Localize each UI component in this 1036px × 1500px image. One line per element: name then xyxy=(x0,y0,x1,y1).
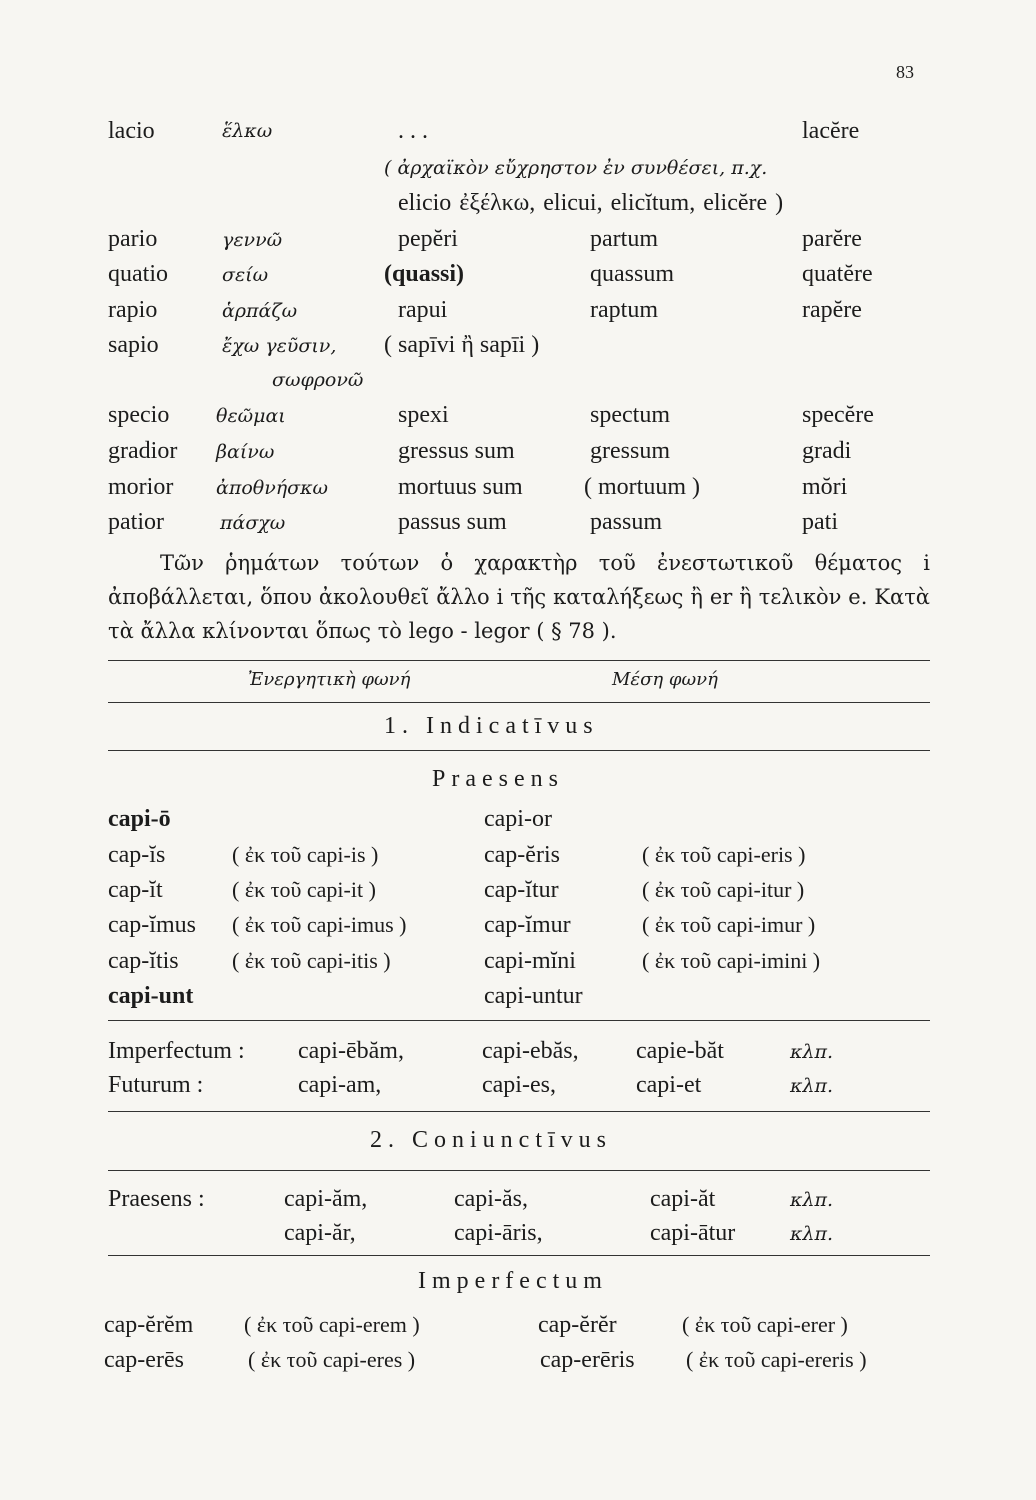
page-number: 83 xyxy=(896,62,914,82)
indicativus-heading: 1. Indicatīvus xyxy=(384,713,599,739)
row-label: Imperfectum : xyxy=(108,1038,245,1064)
verb-latin: lacio xyxy=(108,118,155,144)
divider xyxy=(108,1170,930,1171)
verb-latin: morior xyxy=(108,474,174,500)
etc-abbrev: κλπ. xyxy=(790,1189,834,1211)
divider xyxy=(108,750,930,751)
verb-latin: sapio xyxy=(108,332,159,358)
middle-note: ( ἐκ τοῦ capi-erer ) xyxy=(682,1312,848,1337)
middle-form: cap-ĕrĕr xyxy=(538,1312,617,1338)
verb-perfect: (quassi) xyxy=(384,261,465,287)
divider xyxy=(108,702,930,703)
middle-note: ( ἐκ τοῦ capi-imur ) xyxy=(642,912,816,937)
form: capi-es, xyxy=(482,1072,556,1098)
active-form: cap-ĕrĕm xyxy=(104,1312,194,1338)
active-form: cap-ĭtis xyxy=(108,948,179,974)
form: capi-ăm, xyxy=(284,1186,368,1212)
verb-latin: rapio xyxy=(108,297,158,323)
verb-greek: πάσχω xyxy=(220,512,286,534)
divider xyxy=(108,1255,930,1256)
verb-infinitive: mŏri xyxy=(802,474,848,500)
divider xyxy=(108,1111,930,1112)
explanatory-paragraph: Τῶν ῥημάτων τούτων ὁ χαρακτὴρ τοῦ ἐνεστωτικοῦ θέματος i ἀποβάλλεται, ὅπου ἀκολουθεῖ ἄλλο i τῆς καταλήξεως ἢ er ἢ τελικὸν e. Κατὰ τὰ ἄλλα κλίνονται ὅπως τὸ lego - legor ( § 78 ). xyxy=(108,551,930,643)
form: capi-ăt xyxy=(650,1186,716,1212)
verb-supine: gressum xyxy=(590,438,670,464)
verb-supine: spectum xyxy=(590,402,670,428)
active-form: cap-ĭt xyxy=(108,877,163,903)
middle-note: ( ἐκ τοῦ capi-itur ) xyxy=(642,877,805,902)
verb-latin: patior xyxy=(108,509,164,535)
verb-greek: βαίνω xyxy=(216,441,275,463)
active-note: ( ἐκ τοῦ capi-is ) xyxy=(232,842,379,867)
middle-form: cap-ĭmur xyxy=(484,912,571,938)
verb-infinitive: specĕre xyxy=(802,402,874,428)
verb-greek: σείω xyxy=(222,264,269,286)
verb-perfect: spexi xyxy=(398,402,449,428)
middle-note: ( ἐκ τοῦ capi-imini ) xyxy=(642,948,821,973)
sapio-greek-continuation: σωφρονῶ xyxy=(272,369,364,391)
lacio-note-line1: ( ἀρχαϊκὸν εὔχρηστον ἐν συνθέσει, π.χ. xyxy=(384,157,768,179)
form: capi-et xyxy=(636,1072,702,1098)
voice-middle-header: Μέση φωνή xyxy=(612,669,718,690)
active-note: ( ἐκ τοῦ capi-imus ) xyxy=(232,912,407,937)
active-note: ( ἐκ τοῦ capi-erem ) xyxy=(244,1312,420,1337)
verb-infinitive: rapĕre xyxy=(802,297,862,323)
verb-supine: passum xyxy=(590,509,662,535)
form: capi-ēbăm, xyxy=(298,1038,404,1064)
verb-latin: gradior xyxy=(108,438,178,464)
etc-abbrev: κλπ. xyxy=(790,1223,834,1245)
imperfectum-heading: Imperfectum xyxy=(418,1268,608,1294)
verb-infinitive: lacĕre xyxy=(802,118,860,144)
lacio-note-line2: elicio ἐξέλκω, elicui, elicĭtum, elicĕre ) xyxy=(398,190,784,216)
middle-form: capi-untur xyxy=(484,983,583,1009)
middle-form: cap-ĕris xyxy=(484,842,560,868)
middle-note: ( ἐκ τοῦ capi-eris ) xyxy=(642,842,806,867)
active-note: ( ἐκ τοῦ capi-it ) xyxy=(232,877,376,902)
form: capi-ăs, xyxy=(454,1186,528,1212)
verb-infinitive: pati xyxy=(802,509,838,535)
verb-perfect: . . . xyxy=(398,118,428,144)
verb-perfect: rapui xyxy=(398,297,448,323)
active-note: ( ἐκ τοῦ capi-eres ) xyxy=(248,1347,416,1372)
verb-infinitive: parĕre xyxy=(802,226,862,252)
form: capi-ātur xyxy=(650,1220,736,1246)
verb-latin: quatio xyxy=(108,261,168,287)
active-note: ( ἐκ τοῦ capi-itis ) xyxy=(232,948,391,973)
verb-greek: ἕλκω xyxy=(222,120,273,142)
divider xyxy=(108,660,930,661)
verb-greek: ἔχω γεῦσιν, xyxy=(222,335,337,357)
verb-infinitive: quatĕre xyxy=(802,261,873,287)
form: capi-am, xyxy=(298,1072,382,1098)
verb-greek: θεῶμαι xyxy=(216,405,286,427)
form: capi-āris, xyxy=(454,1220,543,1246)
active-form: cap-ĭmus xyxy=(108,912,196,938)
praesens-heading: Praesens xyxy=(432,766,564,792)
coniunctivus-heading: 2. Coniunctīvus xyxy=(370,1127,613,1153)
verb-supine: raptum xyxy=(590,297,658,323)
form: capi-ăr, xyxy=(284,1220,356,1246)
active-form: capi-unt xyxy=(108,983,194,1009)
active-form: cap-erēs xyxy=(104,1347,184,1373)
verb-latin: specio xyxy=(108,402,170,428)
verb-infinitive: gradi xyxy=(802,438,852,464)
active-form: capi-ō xyxy=(108,806,171,832)
verb-supine: partum xyxy=(590,226,658,252)
divider xyxy=(108,1020,930,1021)
verb-perfect: ( sapīvi ἢ sapīi ) xyxy=(384,332,540,358)
middle-form: capi-mĭni xyxy=(484,948,576,974)
middle-form: cap-ĭtur xyxy=(484,877,559,903)
verb-latin: pario xyxy=(108,226,158,252)
middle-form: cap-erēris xyxy=(540,1347,635,1373)
voice-active-header: Ἐνεργητικὴ φωνή xyxy=(248,669,411,690)
row-label: Futurum : xyxy=(108,1072,204,1098)
middle-form: capi-or xyxy=(484,806,552,832)
verb-perfect: mortuus sum xyxy=(398,474,523,500)
verb-perfect: pepĕri xyxy=(398,226,458,252)
verb-greek: γεννῶ xyxy=(222,229,283,251)
verb-supine: quassum xyxy=(590,261,674,287)
verb-perfect: gressus sum xyxy=(398,438,515,464)
form: capi-ebăs, xyxy=(482,1038,579,1064)
verb-greek: ἀποθνήσκω xyxy=(216,477,329,499)
row-label: Praesens : xyxy=(108,1186,205,1212)
active-form: cap-ĭs xyxy=(108,842,166,868)
verb-perfect: passus sum xyxy=(398,509,507,535)
form: capie-băt xyxy=(636,1038,724,1064)
verb-greek: ἁρπάζω xyxy=(222,300,298,322)
middle-note: ( ἐκ τοῦ capi-ereris ) xyxy=(686,1347,867,1372)
etc-abbrev: κλπ. xyxy=(790,1075,834,1097)
etc-abbrev: κλπ. xyxy=(790,1041,834,1063)
verb-supine: ( mortuum ) xyxy=(584,474,700,500)
